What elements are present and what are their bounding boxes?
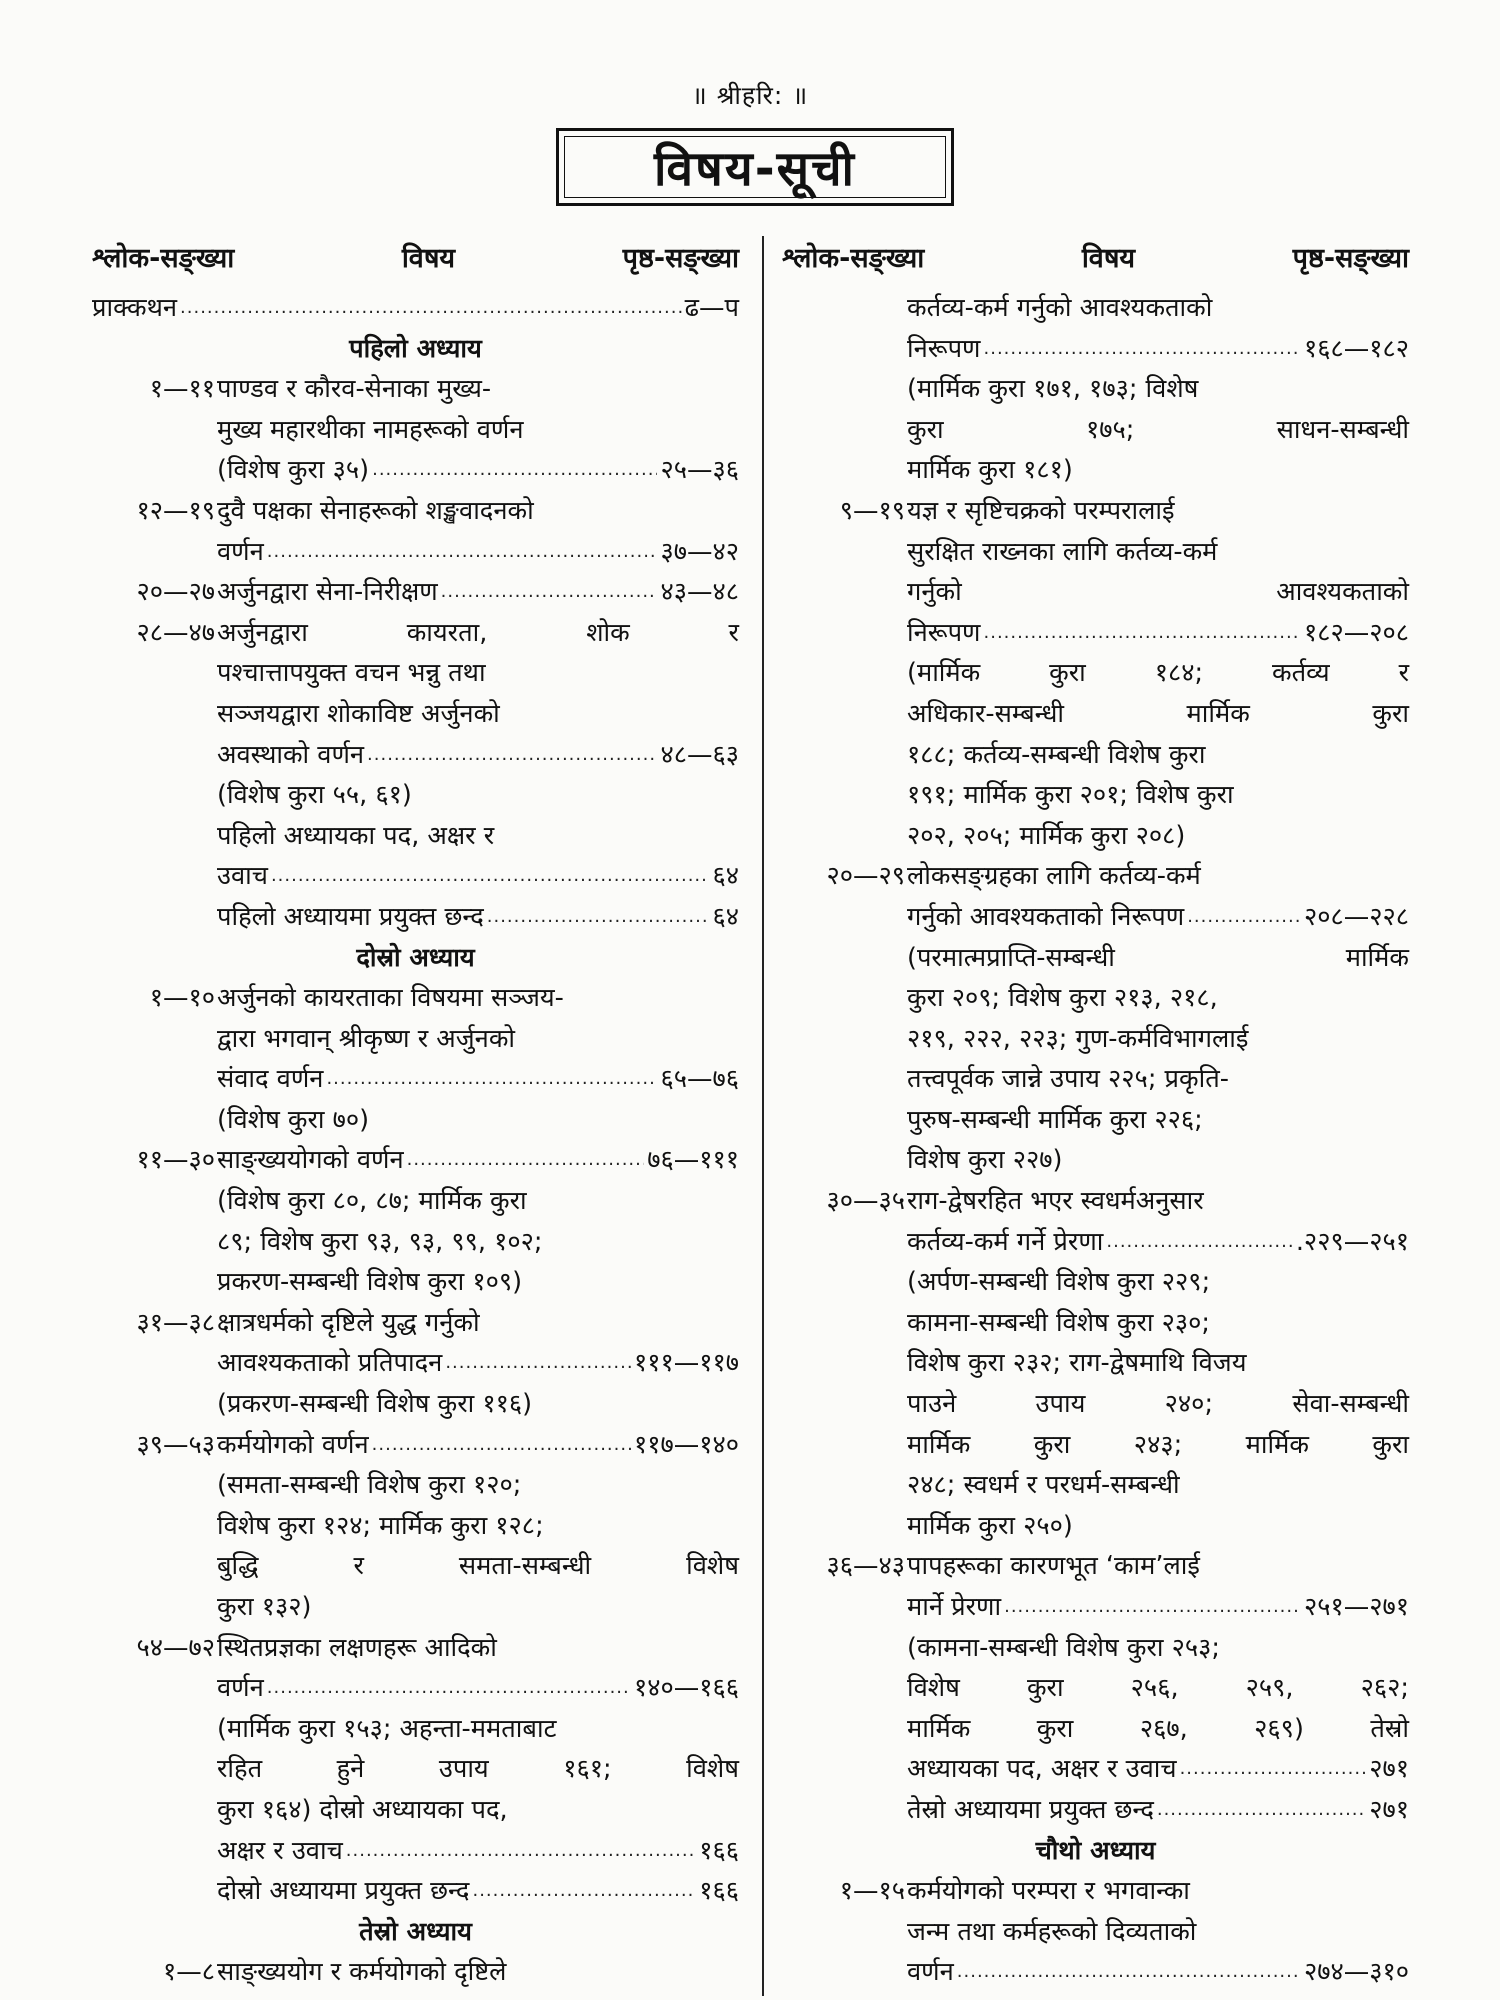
- verse-range: ९—१९: [839, 495, 905, 526]
- dot-leader: [180, 288, 682, 329]
- toc-text: आवश्यकताको प्रतिपादन: [217, 1348, 443, 1379]
- page-range: १४०—१६६: [633, 1673, 739, 1704]
- toc-line: कर्तव्य-कर्म गर्नुको आवश्यकताको: [907, 293, 1213, 323]
- heading-page-count: पृष्ठ-सङ्ख्या: [622, 242, 739, 274]
- toc-line: २१९, २२२, २२३; गुण-कर्मविभागलाई: [907, 1023, 1249, 1054]
- heading-verse-count: श्लोक-सङ्ख्या: [92, 242, 235, 274]
- page-range: ६५—७६: [660, 1064, 739, 1095]
- dot-leader: [1106, 1222, 1292, 1263]
- toc-line: (परमात्मप्राप्ति-सम्बन्धी मार्मिक: [907, 942, 1409, 973]
- toc-line: राग-द्वेषरहित भएर स्वधर्मअनुसार: [907, 1186, 1204, 1217]
- page-range: ३७—४२: [660, 536, 739, 567]
- toc-line: [217, 1343, 739, 1384]
- verse-range: ३६—४३: [826, 1551, 905, 1582]
- page-range: २७१: [1369, 1754, 1409, 1785]
- toc-column-right: [782, 288, 1409, 1993]
- page-range: १८२—२०८: [1303, 617, 1409, 648]
- toc-line: [907, 1222, 1409, 1263]
- toc-line: ८९; विशेष कुरा ९३, ९३, ९९, १०२;: [217, 1226, 543, 1257]
- toc-entry: [782, 1871, 1409, 1993]
- toc-sub-entry: [782, 288, 1409, 491]
- toc-line: (अर्पण-सम्बन्धी विशेष कुरा २२९;: [907, 1267, 1211, 1298]
- toc-line: कर्मयोगको परम्परा र भगवान्का: [907, 1876, 1190, 1907]
- page-range: ७६—१११: [647, 1145, 739, 1176]
- toc-line: [217, 1425, 739, 1466]
- page-range: ६४: [712, 901, 739, 932]
- toc-column-left: [92, 288, 739, 1993]
- toc-entry: [92, 978, 739, 1140]
- dot-leader: [957, 1952, 1301, 1993]
- dot-leader: [984, 613, 1301, 654]
- toc-line: दुवै पक्षका सेनाहरूको शङ्खवादनको: [217, 495, 534, 526]
- toc-text: संवाद वर्णन: [217, 1064, 324, 1095]
- toc-line: [217, 856, 739, 897]
- toc-line: [907, 329, 1409, 370]
- page-range: २५१—२७१: [1303, 1592, 1409, 1622]
- toc-sub-entry: [92, 897, 739, 938]
- toc-text: अवस्थाको वर्णन: [217, 739, 365, 770]
- dot-leader: [267, 532, 658, 573]
- dot-leader: [441, 572, 658, 613]
- toc-sub-entry: [92, 1871, 739, 1912]
- toc-line: (मार्मिक कुरा १८४; कर्तव्य र: [907, 658, 1409, 689]
- column-headings-right: [782, 236, 1409, 276]
- toc-line: [217, 1059, 739, 1100]
- toc-line: कुरा १७५; साधन-सम्बन्धी: [907, 414, 1409, 445]
- chapter-heading: चौथो अध्याय: [1035, 1835, 1156, 1866]
- column-divider: [762, 236, 764, 1996]
- toc-line: [217, 1668, 739, 1709]
- dot-leader: [1004, 1587, 1301, 1628]
- toc-line: (कामना-सम्बन्धी विशेष कुरा २५३;: [907, 1632, 1220, 1663]
- toc-line: (प्रकरण-सम्बन्धी विशेष कुरा ११६): [217, 1389, 533, 1420]
- toc-entry: [782, 1546, 1409, 1749]
- dot-leader: [267, 1668, 631, 1709]
- toc-line: १८८; कर्तव्य-सम्बन्धी विशेष कुरा: [907, 739, 1206, 770]
- toc-line: सुरक्षित राख्नका लागि कर्तव्य-कर्म: [907, 536, 1218, 567]
- toc-line: तत्त्वपूर्वक जान्ने उपाय २२५; प्रकृति-: [907, 1064, 1229, 1095]
- verse-range: १—१०: [149, 983, 215, 1014]
- toc-entry: [782, 491, 1409, 856]
- dot-leader: [372, 450, 657, 491]
- toc-text: दोस्रो अध्यायमा प्रयुक्त छन्द: [217, 1876, 470, 1907]
- toc-entry: [92, 491, 739, 572]
- verse-range: १—११: [149, 374, 215, 405]
- toc-line: बुद्धि र समता-सम्बन्धी विशेष: [217, 1551, 739, 1582]
- toc-line: मार्मिक कुरा १८१): [907, 455, 1073, 486]
- toc-line: [217, 572, 739, 613]
- toc-text: (विशेष कुरा ३५): [217, 455, 370, 486]
- toc-entry: [92, 572, 739, 613]
- dot-leader: [346, 1831, 696, 1872]
- toc-line: पुरुष-सम्बन्धी मार्मिक कुरा २२६;: [907, 1104, 1203, 1135]
- toc-line: १९१; मार्मिक कुरा २०१; विशेष कुरा: [907, 780, 1234, 811]
- verse-range: २०—२७: [136, 577, 215, 608]
- chapter-heading: पहिलो अध्याय: [349, 333, 482, 364]
- toc-line: मार्मिक कुरा २५०): [907, 1510, 1073, 1541]
- toc-line: [907, 613, 1409, 654]
- chapter-heading: दोस्रो अध्याय: [356, 942, 475, 973]
- dot-leader: [472, 1871, 696, 1912]
- toc-line: [217, 532, 739, 573]
- toc-sub-entry: [92, 1831, 739, 1872]
- column-headings-left: [92, 236, 739, 276]
- page-range: ४३—४८: [660, 577, 739, 608]
- page-range: ६४: [712, 861, 739, 892]
- toc-line: यज्ञ र सृष्टिचक्रको परम्परालाई: [907, 495, 1175, 526]
- toc-text: साङ्ख्ययोगको वर्णन: [217, 1145, 404, 1176]
- toc-line: [217, 735, 739, 776]
- toc-text: कर्तव्य-कर्म गर्ने प्रेरणा: [907, 1226, 1104, 1257]
- toc-text: निरूपण: [907, 617, 981, 648]
- toc-entry: [782, 856, 1409, 1181]
- toc-entry: [782, 1181, 1409, 1546]
- toc-text: निरूपण: [907, 333, 981, 364]
- toc-line: क्षात्रधर्मको दृष्टिले युद्ध गर्नुको: [217, 1307, 480, 1338]
- toc-line: मुख्य महारथीका नामहरूको वर्णन: [217, 414, 524, 445]
- invocation: ॥ श्रीहरि: ॥: [691, 81, 809, 110]
- page-range: १६६: [699, 1876, 739, 1907]
- toc-line: (विशेष कुरा ८०, ८७; मार्मिक कुरा: [217, 1186, 527, 1217]
- toc-line: लोकसङ्ग्रहका लागि कर्तव्य-कर्म: [907, 861, 1201, 892]
- dot-leader: [271, 856, 710, 897]
- toc-line: (मार्मिक कुरा १५३; अहन्ता-ममताबाट: [217, 1713, 557, 1744]
- toc-text: तेस्रो अध्यायमा प्रयुक्त छन्द: [907, 1794, 1154, 1825]
- heading-topic: विषय: [1081, 242, 1136, 274]
- toc-text: अर्जुनद्वारा सेना-निरीक्षण: [217, 577, 438, 608]
- toc-line: पश्चात्तापयुक्त वचन भन्नु तथा: [217, 658, 486, 689]
- toc-line: [217, 1831, 739, 1872]
- toc-line: विशेष कुरा २५६, २५९, २६२;: [907, 1673, 1409, 1704]
- toc-line: [217, 897, 739, 938]
- toc-line: २४८; स्वधर्म र परधर्म-सम्बन्धी: [907, 1470, 1180, 1501]
- toc-line: गर्नुको आवश्यकताको: [907, 577, 1409, 608]
- page-range: .२२९—२५१: [1295, 1226, 1409, 1257]
- toc-line: द्वारा भगवान् श्रीकृष्ण र अर्जुनको: [217, 1023, 516, 1054]
- page-range: ४८—६३: [660, 739, 739, 770]
- toc-line: अर्जुनद्वारा कायरता, शोक र: [217, 617, 739, 648]
- toc-text: वर्णन: [217, 536, 264, 567]
- verse-range: ३१—३८: [136, 1307, 215, 1338]
- toc-line: सञ्जयद्वारा शोकाविष्ट अर्जुनको: [217, 698, 500, 729]
- toc-text: अक्षर र उवाच: [217, 1835, 343, 1866]
- toc-line: स्थितप्रज्ञका लक्षणहरू आदिको: [217, 1632, 497, 1663]
- heading-topic: विषय: [401, 242, 456, 274]
- verse-range: १—१५: [839, 1876, 905, 1907]
- toc-text: अध्यायका पद, अक्षर र उवाच: [907, 1754, 1177, 1785]
- toc-sub-entry: [782, 1749, 1409, 1790]
- dot-leader: [1187, 897, 1301, 938]
- toc-entry: [92, 1628, 739, 1831]
- toc-text: प्राक्कथन: [92, 293, 178, 323]
- toc-line: २०२, २०५; मार्मिक कुरा २०८): [907, 820, 1186, 851]
- toc-line: प्रकरण-सम्बन्धी विशेष कुरा १०९): [217, 1267, 523, 1298]
- toc-entry: [92, 1952, 739, 1993]
- verse-range: १२—१९: [136, 495, 215, 526]
- toc-sub-entry: [92, 816, 739, 897]
- verse-range: ५४—७२: [136, 1632, 215, 1663]
- heading-page-count: पृष्ठ-सङ्ख्या: [1292, 242, 1409, 274]
- toc-line: [217, 450, 739, 491]
- toc-line: अर्जुनको कायरताका विषयमा सञ्जय-: [217, 983, 564, 1014]
- toc-line: [907, 1587, 1409, 1628]
- toc-text: गर्नुको आवश्यकताको निरूपण: [907, 901, 1185, 932]
- toc-entry: [92, 1140, 739, 1302]
- toc-line: विशेष कुरा २२७): [907, 1145, 1063, 1176]
- toc-line: [907, 897, 1409, 938]
- toc-line: मार्मिक कुरा २६७, २६९) तेस्रो: [907, 1713, 1409, 1744]
- toc-line: (विशेष कुरा ७०): [217, 1104, 370, 1135]
- toc-text: कर्मयोगको वर्णन: [217, 1429, 369, 1460]
- toc-entry: [92, 1303, 739, 1425]
- dot-leader: [407, 1140, 645, 1181]
- toc-line: जन्म तथा कर्महरूको दिव्यताको: [907, 1916, 1197, 1947]
- page-range: १६६: [699, 1835, 739, 1866]
- page-range: २७४—३१०: [1303, 1957, 1409, 1988]
- verse-range: १—८: [162, 1957, 215, 1988]
- dot-leader: [372, 1425, 631, 1466]
- toc-line: विशेष कुरा १२४; मार्मिक कुरा १२८;: [217, 1510, 544, 1541]
- dot-leader: [326, 1059, 657, 1100]
- toc-line: (विशेष कुरा ५५, ६१): [217, 780, 412, 811]
- toc-line: पापहरूका कारणभूत ‘काम’लाई: [907, 1551, 1200, 1582]
- toc-line: [217, 1140, 739, 1181]
- toc-line: रहित हुने उपाय १६१; विशेष: [217, 1754, 739, 1785]
- dot-leader: [367, 735, 657, 776]
- page-range: ११७—१४०: [633, 1429, 739, 1460]
- toc-line: [907, 1952, 1409, 1993]
- toc-line: [92, 288, 739, 329]
- toc-entry: [92, 613, 739, 816]
- dot-leader: [984, 329, 1301, 370]
- verse-range: ११—३०: [136, 1145, 215, 1176]
- page-range: १६८—१८२: [1303, 333, 1409, 364]
- verse-range: २०—२९: [826, 861, 905, 892]
- toc-line: अधिकार-सम्बन्धी मार्मिक कुरा: [907, 698, 1409, 729]
- toc-line: विशेष कुरा २३२; राग-द्वेषमाथि विजय: [907, 1348, 1247, 1379]
- page-range: २०८—२२८: [1303, 901, 1409, 932]
- toc-line: कुरा २०९; विशेष कुरा २१३, २१८,: [907, 983, 1218, 1014]
- toc-text: मार्ने प्रेरणा: [907, 1592, 1002, 1622]
- toc-sub-entry: [782, 1790, 1409, 1831]
- toc-line: पहिलो अध्यायका पद, अक्षर र: [217, 820, 495, 851]
- verse-range: ३९—५३: [136, 1429, 215, 1460]
- toc-text: उवाच: [217, 861, 268, 892]
- toc-entry: [92, 1425, 739, 1628]
- dot-leader: [487, 897, 710, 938]
- dot-leader: [445, 1343, 631, 1384]
- toc-line: [217, 1871, 739, 1912]
- toc-entry: [92, 369, 739, 491]
- toc-line: [907, 1749, 1409, 1790]
- toc-line: [907, 1790, 1409, 1831]
- chapter-heading: तेस्रो अध्याय: [359, 1916, 472, 1947]
- page-range: २५—३६: [660, 455, 739, 486]
- toc-line: साङ्ख्ययोग र कर्मयोगको दृष्टिले: [217, 1957, 507, 1988]
- toc-line: कुरा १६४) दोस्रो अध्यायका पद,: [217, 1794, 508, 1825]
- verse-range: २८—४७: [136, 617, 215, 648]
- toc-text: पहिलो अध्यायमा प्रयुक्त छन्द: [217, 901, 484, 932]
- dot-leader: [1157, 1790, 1366, 1831]
- title-box: [556, 128, 954, 206]
- toc-text: वर्णन: [217, 1673, 264, 1704]
- toc-line: मार्मिक कुरा २४३; मार्मिक कुरा: [907, 1429, 1409, 1460]
- toc-line: (मार्मिक कुरा १७१, १७३; विशेष: [907, 374, 1199, 405]
- toc-line: कामना-सम्बन्धी विशेष कुरा २३०;: [907, 1307, 1211, 1338]
- page-title: विषय-सूची: [654, 140, 856, 197]
- page-range: २७१: [1369, 1794, 1409, 1825]
- toc-text: वर्णन: [907, 1957, 954, 1988]
- page-range: १११—११७: [633, 1348, 739, 1379]
- heading-verse-count: श्लोक-सङ्ख्या: [782, 242, 925, 274]
- dot-leader: [1180, 1749, 1367, 1790]
- toc-line: पाण्डव र कौरव-सेनाका मुख्य-: [217, 374, 492, 405]
- toc-line: (समता-सम्बन्धी विशेष कुरा १२०;: [217, 1470, 522, 1501]
- page-range: ढ—प: [684, 293, 739, 323]
- toc-line: पाउने उपाय २४०; सेवा-सम्बन्धी: [907, 1389, 1409, 1420]
- toc-line: कुरा १३२): [217, 1592, 312, 1622]
- verse-range: ३०—३५: [826, 1186, 905, 1217]
